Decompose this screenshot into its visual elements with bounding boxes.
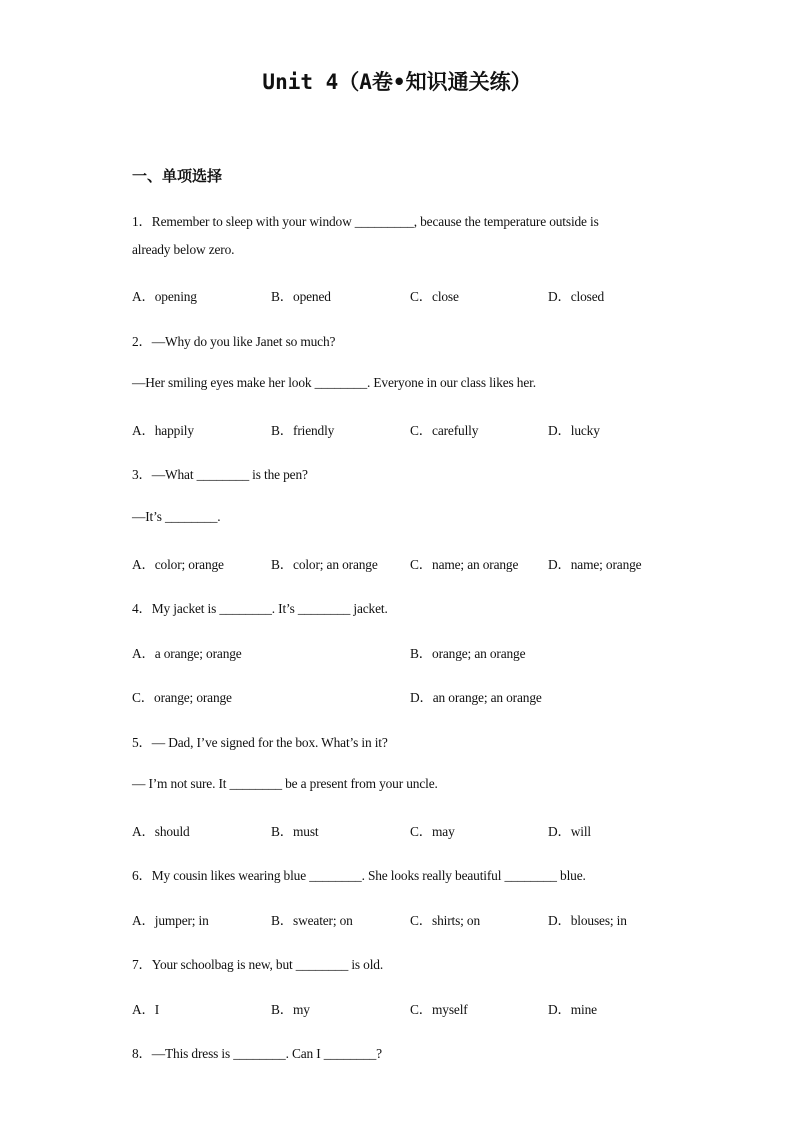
- question-4-option-a: A．a orange; orange: [132, 646, 242, 661]
- question-7-option-b: B．my: [271, 1002, 310, 1017]
- question-4-text: 4．My jacket is ________. It’s ________ jacket.: [132, 601, 388, 616]
- question-5-option-d: D．will: [548, 824, 591, 839]
- question-3-option-c: C．name; an orange: [410, 557, 519, 572]
- question-1-text-cont: already below zero.: [132, 242, 235, 257]
- question-5-text: 5．— Dad, I’ve signed for the box. What’s in it?: [132, 735, 388, 750]
- question-5-option-c: C．may: [410, 824, 455, 839]
- question-4-option-b: B．orange; an orange: [410, 646, 526, 661]
- question-7-option-c: C．myself: [410, 1002, 468, 1017]
- question-1-text: 1．Remember to sleep with your window _________, because the temperature outside is: [132, 214, 599, 229]
- question-1-option-b: B．opened: [271, 289, 331, 304]
- question-6-option-b: B．sweater; on: [271, 913, 353, 928]
- question-2-option-d: D．lucky: [548, 423, 600, 438]
- question-3-answer-line: —It’s ________.: [132, 509, 221, 524]
- question-2-option-a: A．happily: [132, 423, 194, 438]
- question-2-option-c: C．carefully: [410, 423, 479, 438]
- question-2-text: 2．—Why do you like Janet so much?: [132, 334, 336, 349]
- question-1-option-c: C．close: [410, 289, 459, 304]
- question-3-option-b: B．color; an orange: [271, 557, 378, 572]
- question-4-option-c: C．orange; orange: [132, 690, 232, 705]
- question-5-option-b: B．must: [271, 824, 319, 839]
- question-2-option-b: B．friendly: [271, 423, 335, 438]
- question-3-option-d: D．name; orange: [548, 557, 642, 572]
- question-8-text: 8．—This dress is ________. Can I ________?: [132, 1046, 382, 1061]
- question-1-option-d: D．closed: [548, 289, 605, 304]
- question-5-option-a: A．should: [132, 824, 190, 839]
- question-6-option-a: A．jumper; in: [132, 913, 209, 928]
- question-7-option-a: A．I: [132, 1002, 160, 1017]
- page-title: Unit 4（A卷•知识通关练）: [262, 70, 532, 94]
- question-6-option-d: D．blouses; in: [548, 913, 627, 928]
- question-3-option-a: A．color; orange: [132, 557, 224, 572]
- question-7-text: 7．Your schoolbag is new, but ________ is old.: [132, 957, 384, 972]
- question-7-option-d: D．mine: [548, 1002, 597, 1017]
- question-4-option-d: D．an orange; an orange: [410, 690, 542, 705]
- question-3-text: 3．—What ________ is the pen?: [132, 467, 308, 482]
- question-2-answer-line: —Her smiling eyes make her look ________. Everyone in our class likes her.: [132, 375, 536, 390]
- section-heading: 一、单项选择: [132, 167, 223, 185]
- question-5-answer-line: — I’m not sure. It ________ be a present from your uncle.: [132, 776, 438, 791]
- question-1-option-a: A．opening: [132, 289, 197, 304]
- question-6-option-c: C．shirts; on: [410, 913, 480, 928]
- question-6-text: 6．My cousin likes wearing blue ________. She looks really beautiful ________ blue.: [132, 868, 586, 883]
